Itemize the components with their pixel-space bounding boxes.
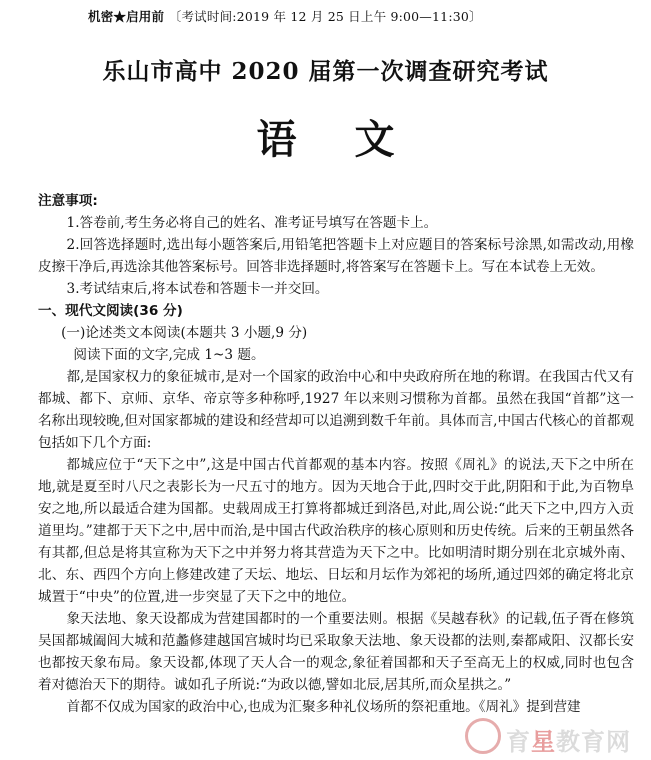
section-instruction: 阅读下面的文字,完成 1~3 题。: [73, 347, 265, 363]
watermark-text-b: 星: [531, 728, 556, 756]
passage-paragraph-2: 都城应位于“天下之中”,这是中国古代首都观的基本内容。按照《周礼》的说法,天下之中所在地,就是夏至时八尺之表影长为一尺五寸的地方。因为天地合于此,四时交于此,阴阳和于此,为百物阜安之地,所以最适合建为国都。史载周成王打算将都城迁到洛邑,对此,周公说:“此天下之中,四方入贡道里均。”建都于天下之中,居中而治,是中国古代政治秩序的核心原则和历史传统。后来的王朝虽然各有其都,但总是将其宣称为天下之中并努力将其营造为天下之中。比如明清时期分别在北京城外南、北、东、西四个方向上修建改建了天坛、地坛、日坛和月坛作为郊祀的场所,通过四郊的确定将北京城置于“中央”的位置,进一步突显了天下之中的地位。: [38, 457, 634, 605]
notice-item-3: 3.考试结束后,将本试卷和答题卡一并交回。: [66, 281, 329, 297]
watermark: [506, 722, 631, 757]
passage-paragraph-3: 象天法地、象天设都成为营建国都时的一个重要法则。根据《吴越春秋》的记载,伍子胥在修筑吴国都城阖闾大城和范蠡修建越国宫城时均已采取象天法地、象天设都的法则,秦都咸阳、汉都长安也都按天象布局。象天设都,体现了天人合一的观念,象征着国都和天子至高无上的权威,同时也包含着对德治天下的期待。诚如孔子所说:“为政以德,譬如北辰,居其所,而众星拱之。”: [38, 611, 634, 693]
exam-header: [88, 7, 482, 25]
exam-content: [38, 190, 634, 718]
passage-paragraph-4: 首都不仅成为国家的政治中心,也成为汇聚多种礼仪场所的祭祀重地。《周礼》提到营建: [66, 699, 581, 715]
section-subheading: (一)论述类文本阅读(本题共 3 小题,9 分): [61, 325, 308, 341]
subject-title: 语文: [256, 116, 453, 163]
exam-time: 〔考试时间:2019 年 12 月 25 日上午 9:00—11:30〕: [168, 9, 482, 24]
passage-paragraph-1: 都,是国家权力的象征城市,是对一个国家的政治中心和中央政府所在地的称谓。在我国古代又有都城、都下、京师、京华、帝京等多种称呼,1927 年以来则习惯称为首都。虽然在我国“首都”这一名称出现较晚,但对国家都城的建设和经营却可以追溯到数千年前。具体而言,中国古代核心的首都观包括如下几个方面:: [38, 369, 634, 451]
notice-item-1: 1.答卷前,考生务必将自己的姓名、准考证号填写在答题卡上。: [66, 215, 438, 231]
exam-title: 乐山市高中 2020 届第一次调查研究考试: [102, 58, 549, 85]
watermark-text-c: 教育网: [556, 728, 631, 756]
confidential-label: 机密★启用前: [88, 9, 165, 24]
section-heading: 一、现代文阅读(36 分): [38, 303, 183, 319]
watermark-text-a: 育: [506, 728, 531, 756]
watermark-logo-icon: [465, 718, 501, 754]
notice-heading: 注意事项:: [38, 193, 98, 209]
notice-item-2: 2.回答选择题时,选出每小题答案后,用铅笔把答题卡上对应题目的答案标号涂黑,如需改动,用橡皮擦干净后,再选涂其他答案标号。回答非选择题时,将答案写在答题卡上。写在本试卷上无效。: [38, 237, 634, 275]
